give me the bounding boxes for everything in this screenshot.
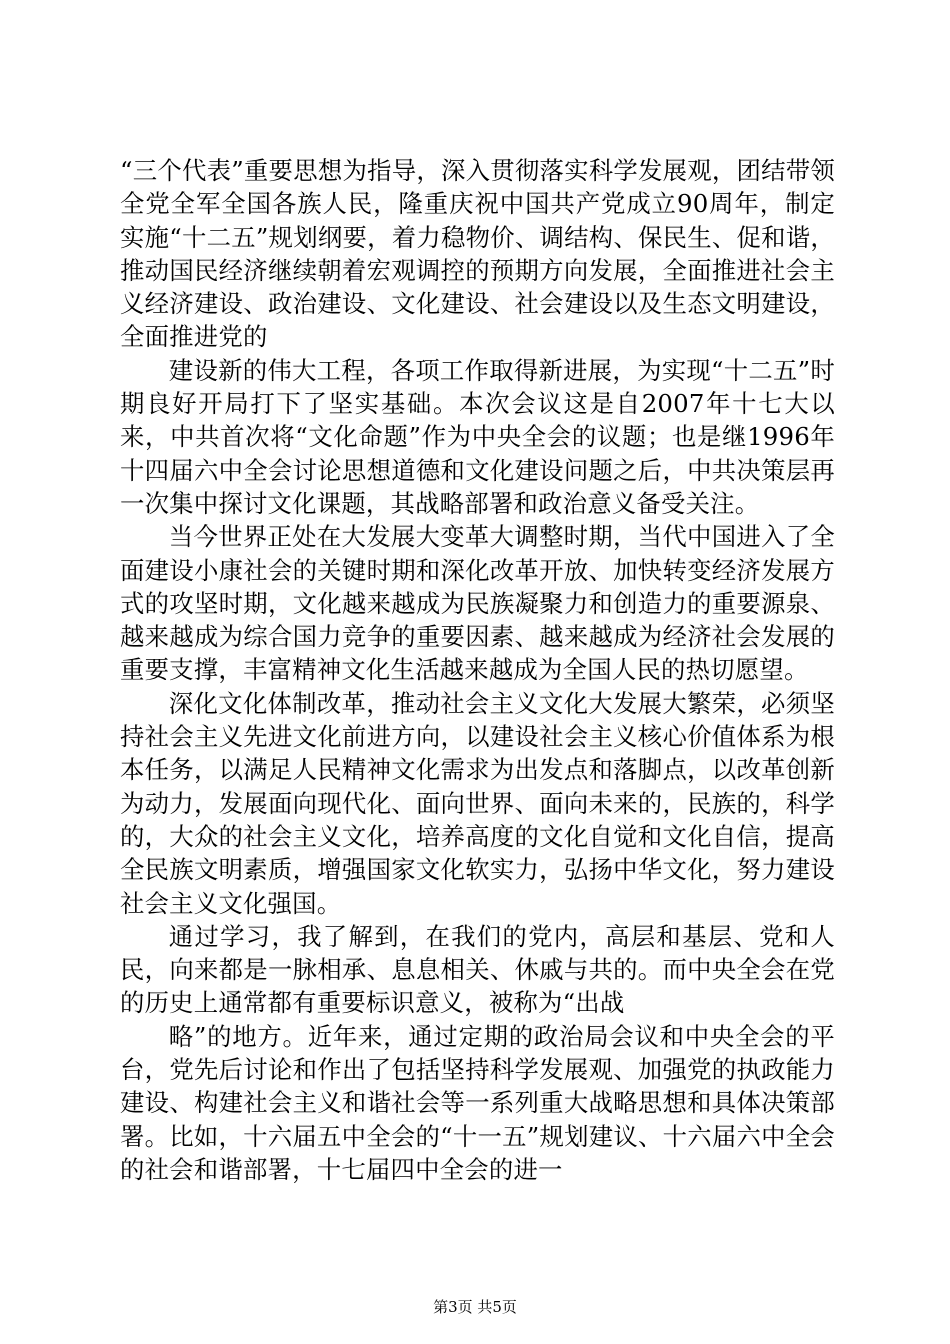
- paragraph: “三个代表”重要思想为指导，深入贯彻落实科学发展观，团结带领全党全军全国各族人民，隆重庆祝中国共产党成立90周年，制定实施“十二五”规划纲要，着力稳物价、调结构、保民生、促和谐，推动国民经济继续朝着宏观调控的预期方向发展，全面推进社会主义经济建设、政治建设、文化建设、社会建设以及生态文明建设，全面推进党的: [120, 156, 835, 352]
- body-text: [120, 154, 835, 1186]
- paragraph: 深化文化体制改革，推动社会主义文化大发展大繁荣，必须坚持社会主义先进文化前进方向，以建设社会主义核心价值体系为根本任务，以满足人民精神文化需求为出发点和落脚点，以改革创新为动力，发展面向现代化、面向世界、面向未来的，民族的，科学的，大众的社会主义文化，培养高度的文化自觉和文化自信，提高全民族文明素质，增强国家文化软实力，弘扬中华文化，努力建设社会主义文化强国。: [120, 688, 835, 918]
- page-number-footer: 第3页 共5页: [433, 1298, 517, 1316]
- paragraph: 当今世界正处在大发展大变革大调整时期，当代中国进入了全面建设小康社会的关键时期和深化改革开放、加快转变经济发展方式的攻坚时期，文化越来越成为民族凝聚力和创造力的重要源泉、越来越成为综合国力竞争的重要因素、越来越成为经济社会发展的重要支撑，丰富精神文化生活越来越成为全国人民的热切愿望。: [120, 522, 835, 685]
- paragraph: 通过学习，我了解到，在我们的党内，高层和基层、党和人民，向来都是一脉相承、息息相关、休戚与共的。而中央全会在党的历史上通常都有重要标识意义，被称为“出战: [120, 921, 835, 1018]
- paragraph: 略”的地方。近年来，通过定期的政治局会议和中央全会的平台，党先后讨论和作出了包括坚持科学发展观、加强党的执政能力建设、构建社会主义和谐社会等一系列重大战略思想和具体决策部署。比如，十六届五中全会的“十一五”规划建议、十六届六中全会的社会和谐部署，十七届四中全会的进一: [120, 1021, 835, 1184]
- paragraph: 建设新的伟大工程，各项工作取得新进展，为实现“十二五”时期良好开局打下了坚实基础。本次会议这是自2007年十七大以来，中共首次将“文化命题”作为中央全会的议题；也是继1996年十四届六中全会讨论思想道德和文化建设问题之后，中共决策层再一次集中探讨文化课题，其战略部署和政治意义备受关注。: [120, 355, 835, 518]
